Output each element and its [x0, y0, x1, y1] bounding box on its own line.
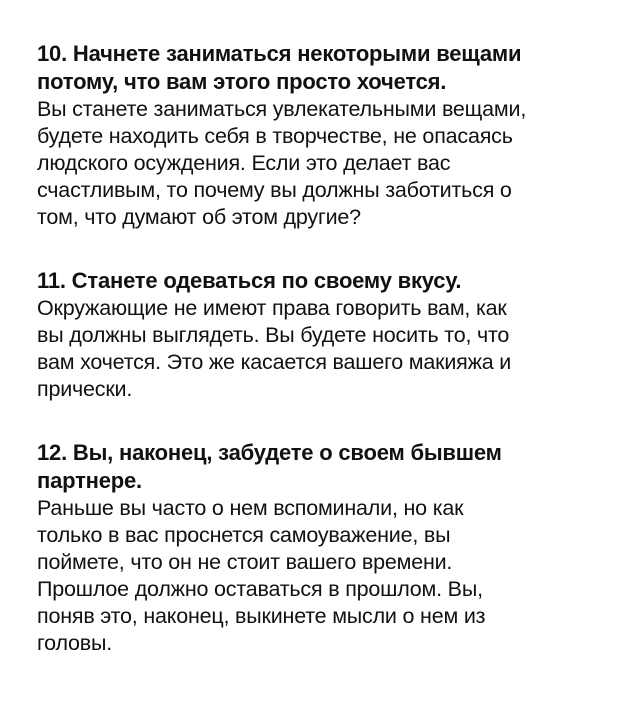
body-line: вам хочется. Это же касается вашего макияжа и — [37, 350, 512, 374]
body-line: Прошлое должно оставаться в прошлом. Вы, — [37, 577, 483, 601]
body-line: только в вас проснется самоуважение, вы — [37, 523, 451, 547]
body-line: прически. — [37, 377, 133, 401]
body-line: Раньше вы часто о нем вспоминали, но как — [37, 496, 464, 520]
section-12 — [37, 439, 612, 657]
section-body — [37, 96, 612, 231]
body-line: Окружающие не имеют права говорить вам, как — [37, 296, 507, 320]
section-body — [37, 495, 612, 657]
body-line: будете находить себя в творчестве, не опасаясь — [37, 124, 513, 148]
body-line: счастливым, то почему вы должны заботиться о — [37, 178, 512, 202]
heading-line: 12. Вы, наконец, забудете о своем бывшем — [37, 440, 502, 465]
body-line: поймете, что он не стоит вашего времени. — [37, 550, 453, 574]
heading-line: 10. Начнете заниматься некоторыми вещами — [37, 41, 522, 66]
body-line: поняв это, наконец, выкинете мысли о нем из — [37, 604, 486, 628]
heading-line: 11. Станете одеваться по своему вкусу. — [37, 268, 462, 293]
body-line: людского осуждения. Если это делает вас — [37, 151, 451, 175]
heading-line: партнере. — [37, 468, 142, 493]
section-11 — [37, 267, 612, 403]
section-body — [37, 295, 612, 403]
heading-line: потому, что вам этого просто хочется. — [37, 69, 447, 94]
body-line: Вы станете заниматься увлекательными вещами, — [37, 97, 527, 121]
article — [37, 40, 612, 693]
section-heading — [37, 40, 612, 96]
body-line: том, что думают об этом другие? — [37, 205, 361, 229]
section-heading — [37, 439, 612, 495]
body-line: головы. — [37, 631, 113, 655]
section-10 — [37, 40, 612, 231]
body-line: вы должны выглядеть. Вы будете носить то, что — [37, 323, 510, 347]
section-heading — [37, 267, 612, 295]
